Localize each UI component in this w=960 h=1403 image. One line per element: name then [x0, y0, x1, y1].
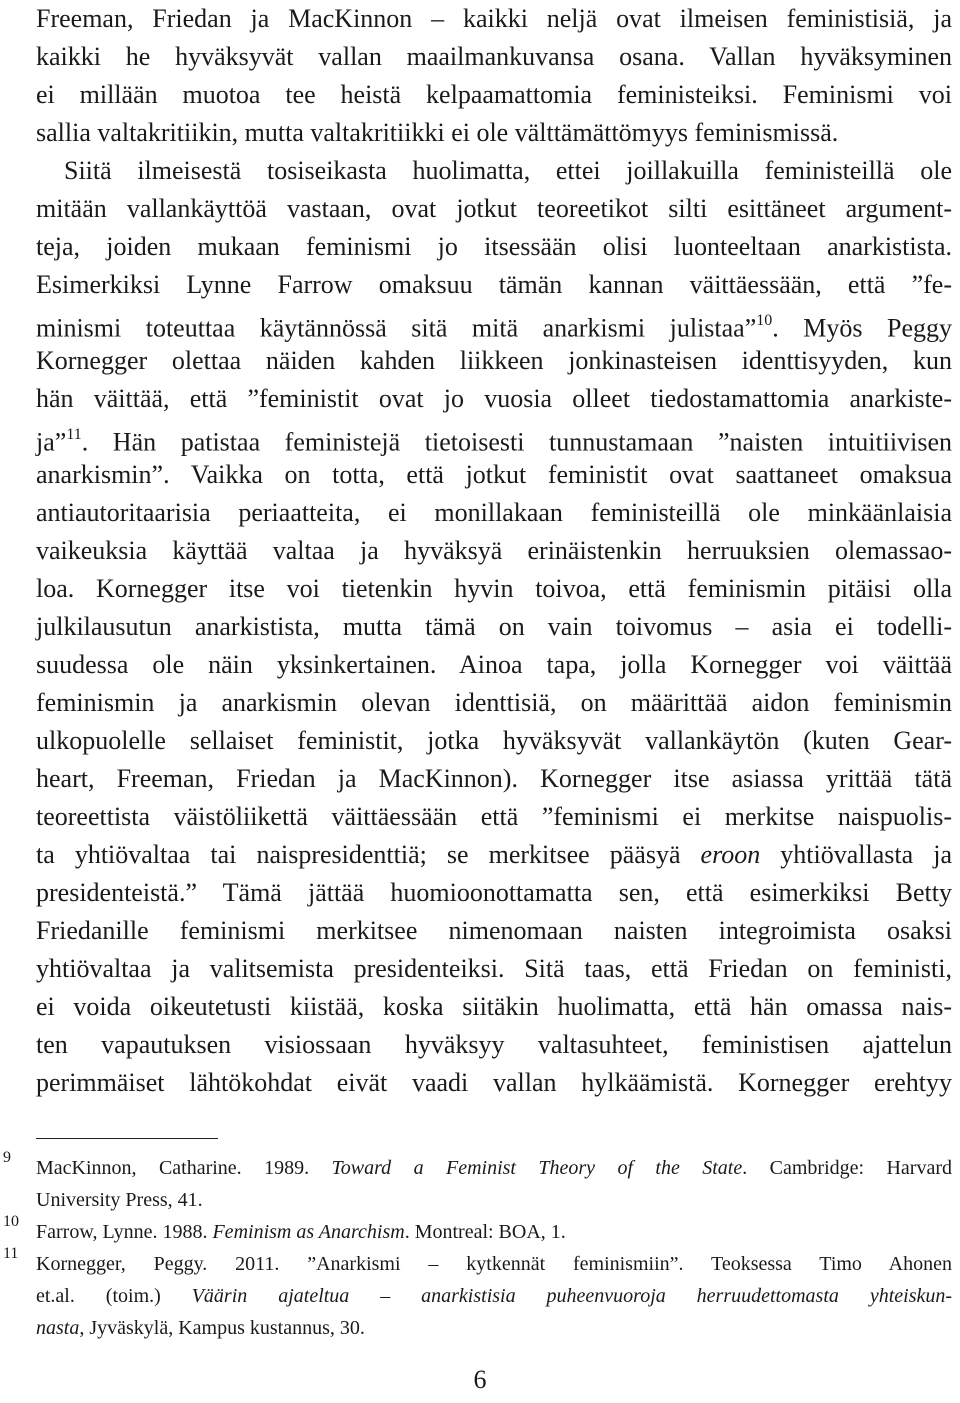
text-line: vaikeuksia käyttää valtaa ja hyväksyä erinäistenkin herruuksien olemassao- — [36, 536, 952, 565]
footnote-reference-11[interactable]: 11 — [66, 426, 82, 443]
text-line: hän väittää, että ”feministit ovat jo vuosia olleet tiedostamattomia anarkiste- — [36, 384, 952, 413]
emphasis: eroon — [700, 840, 761, 869]
book-title: Toward a Feminist Theory of the State — [331, 1157, 743, 1179]
page-number: 6 — [473, 1365, 487, 1394]
text-line: perimmäiset lähtökohdat eivät vaadi vallan hylkäämistä. Kornegger erehtyy — [36, 1068, 952, 1097]
text-segment: ja” — [36, 427, 67, 457]
book-title: nasta — [36, 1317, 80, 1339]
footnote-11: Kornegger, Peggy. 2011. ”Anarkismi – kytkennät feminismiin”. Teoksessa Timo Ahonen — [36, 1253, 952, 1275]
footnote-separator — [36, 1138, 218, 1139]
text-line: Kornegger olettaa näiden kahden liikkeen jonkinasteisen identtisyyden, kun — [36, 346, 952, 375]
text-line: heart, Freeman, Friedan ja MacKinnon). Kornegger itse asiassa yrittää tätä — [36, 764, 952, 793]
text-segment: . Hän patistaa feministejä tietoisesti tunnustamaan ”naisten intuitiivisen — [81, 427, 952, 457]
text-segment: , Jyväskylä, Kampus kustannus, 30. — [79, 1317, 365, 1339]
text-line: mitään vallankäyttöä vastaan, ovat jotkut teoreetikot silti esittäneet argument- — [36, 194, 952, 223]
book-title: Feminism as Anarchism — [212, 1221, 405, 1243]
text-line: Friedanille feminismi merkitsee nimenomaan naisten integroimista osaksi — [36, 916, 952, 945]
text-line: ei voida oikeutetusti kiistää, koska siitäkin huolimatta, että hän omassa nais- — [36, 992, 952, 1021]
text-line: ten vapautuksen visiossaan hyväksyy valtasuhteet, feministisen ajattelun — [36, 1030, 952, 1059]
footnote-11-continued — [36, 1280, 952, 1312]
text-segment: ta yhtiövaltaa tai naispresidenttiä; se merkitsee pääsyä — [36, 840, 701, 869]
text-line: feminismin ja anarkismin olevan identtisiä, on määrittää aidon feminismin — [36, 688, 952, 717]
text-line: yhtiövaltaa ja valitsemista presidenteiksi. Sitä taas, että Friedan on feministi, — [36, 954, 952, 983]
text-line: teoreettista väistöliikettä väittäessään että ”feminismi ei merkitse naispuolis- — [36, 802, 952, 831]
paragraph-first-line: Siitä ilmeisestä tosiseikasta huolimatta, ettei joillakuilla feministeillä ole — [64, 156, 952, 185]
text-line: ulkopuolelle sellaiset feministit, jotka hyväksyvät vallankäytön (kuten Gear- — [36, 726, 952, 755]
text-segment: Farrow, Lynne. 1988. — [36, 1221, 213, 1243]
text-line: sallia valtakritiikin, mutta valtakritiikki ei ole välttämättömyys feminismissä. — [36, 118, 839, 147]
footnote-10 — [36, 1216, 952, 1248]
text-line: kaikki he hyväksyvät vallan maailmankuvansa osana. Vallan hyväksyminen — [36, 42, 952, 71]
footnote-reference-10[interactable]: 10 — [756, 312, 773, 329]
footnote-9 — [36, 1152, 952, 1184]
text-line: teja, joiden mukaan feminismi jo itsessään olisi luonteeltaan anarkistista. — [36, 232, 952, 261]
text-segment: yhtiövallasta ja — [760, 840, 952, 869]
text-line: Freeman, Friedan ja MacKinnon – kaikki neljä ovat ilmeisen feministisiä, ja — [36, 4, 952, 33]
text-segment: . Montreal: BOA, 1. — [404, 1221, 566, 1243]
footnote-number-9: 9 — [3, 1149, 11, 1166]
text-line: ei millään muotoa tee heistä kelpaamattomia feministeiksi. Feminismi voi — [36, 80, 952, 109]
footnote-9-continued: University Press, 41. — [36, 1189, 203, 1211]
text-line: loa. Kornegger itse voi tietenkin hyvin toivoa, että feminismin pitäisi olla — [36, 574, 952, 603]
text-line — [36, 836, 952, 874]
text-line: suudessa ole näin yksinkertainen. Ainoa tapa, jolla Kornegger voi väittää — [36, 650, 952, 679]
footnote-11-continued — [36, 1312, 952, 1344]
text-line: anarkismin”. Vaikka on totta, että jotkut feministit ovat saattaneet omaksua — [36, 460, 952, 489]
text-segment: . Cambridge: Harvard — [742, 1157, 952, 1179]
text-segment: MacKinnon, Catharine. 1989. — [36, 1157, 332, 1179]
book-title: Väärin ajateltua – anarkistisia puheenvuoroja herruudettomasta yhteiskun- — [191, 1285, 953, 1307]
footnote-number-10: 10 — [3, 1213, 19, 1230]
text-line: presidenteistä.” Tämä jättää huomioonottamatta sen, että esimerkiksi Betty — [36, 878, 952, 907]
text-segment: . Myös Peggy — [772, 313, 952, 343]
text-segment: et.al. (toim.) — [36, 1285, 192, 1307]
text-line: Esimerkiksi Lynne Farrow omaksuu tämän kannan väittäessään, että ”fe- — [36, 270, 952, 299]
footnote-number-11: 11 — [3, 1245, 19, 1262]
text-line: antiautoritaarisia periaatteita, ei monillakaan feministeillä ole minkäänlaisia — [36, 498, 952, 527]
text-line: julkilausutun anarkistista, mutta tämä on vain toivomus – asia ei todelli- — [36, 612, 952, 641]
text-segment: minismi toteuttaa käytännössä sitä mitä anarkismi julistaa” — [36, 313, 757, 343]
